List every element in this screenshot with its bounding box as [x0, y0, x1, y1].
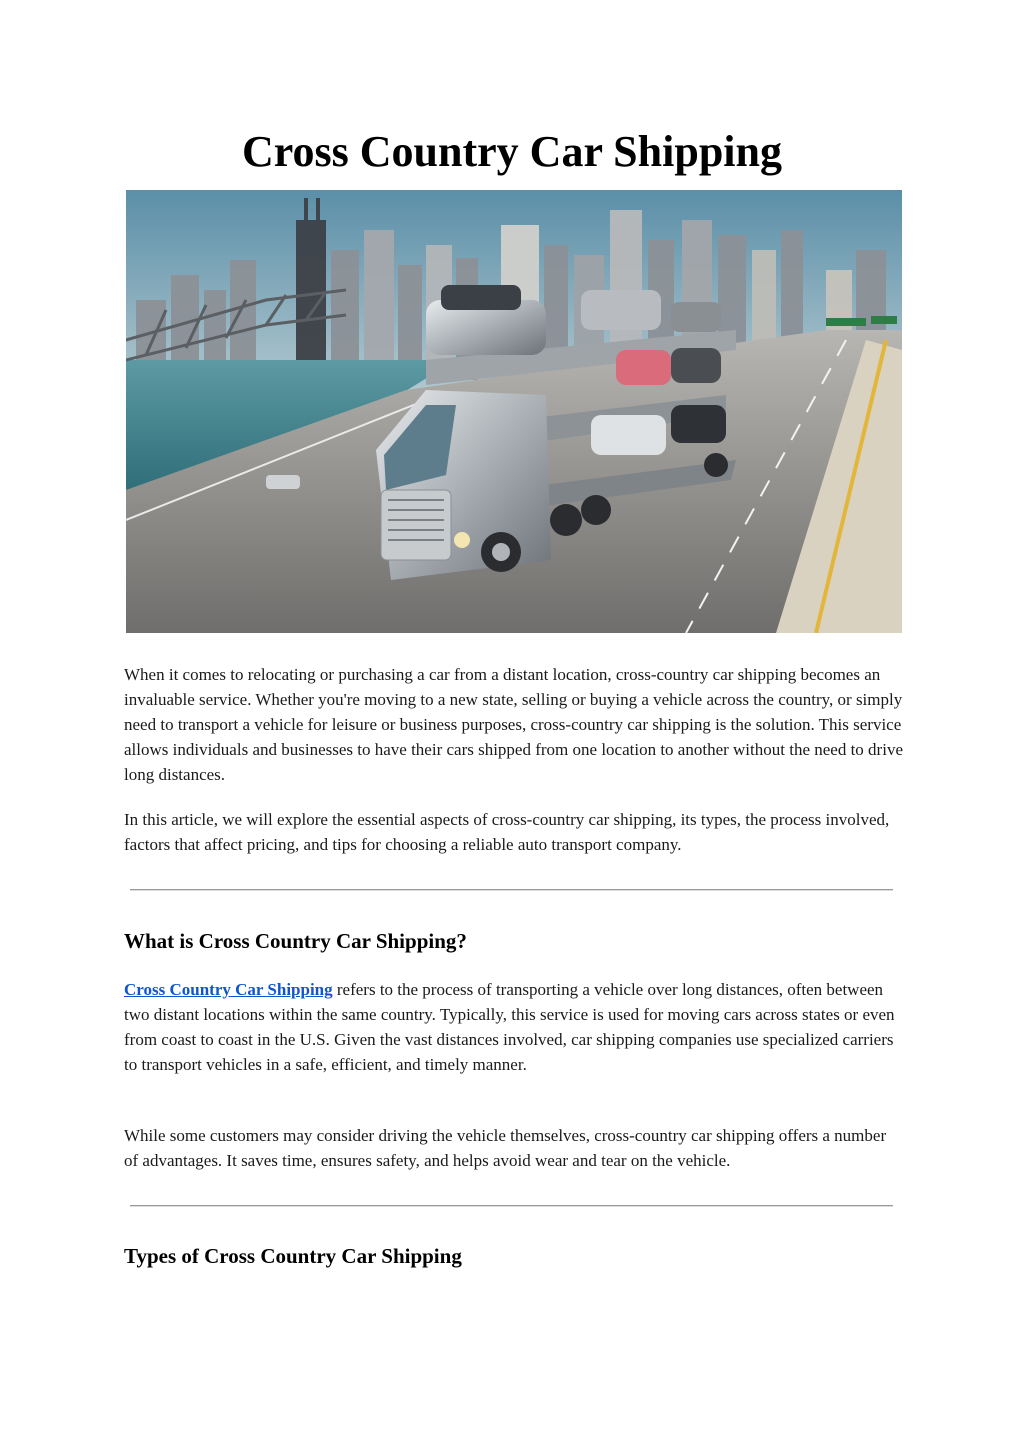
hero-image-car-carrier-truck	[126, 190, 902, 633]
page-title: Cross Country Car Shipping	[242, 127, 782, 176]
section-heading-what-is: What is Cross Country Car Shipping?	[124, 929, 467, 953]
intro-paragraph-2: In this article, we will explore the essential aspects of cross-country car shipping, its types, the process involved, factors that affect pricing, and tips for choosing a reliable auto transport company.	[124, 810, 890, 854]
section1-paragraph-2: While some customers may consider driving the vehicle themselves, cross-country car shipping offers a number of advantages. It saves time, ensures safety, and helps avoid wear and tear on the vehicle.	[124, 1126, 887, 1170]
section1-paragraph-1-text: refers to the process of transporting a vehicle over long distances, often between two distant locations within the same country. Typically, this service is used for moving cars across states or even from coast to coast in the U.S. Given the vast distances involved, car shipping companies use specialized carriers to transport vehicles in a safe, efficient, and timely manner.	[124, 980, 895, 1074]
horizontal-divider	[130, 889, 893, 891]
horizontal-divider	[130, 1205, 893, 1207]
section-heading-types: Types of Cross Country Car Shipping	[124, 1244, 462, 1268]
cross-country-car-shipping-link[interactable]: Cross Country Car Shipping	[124, 980, 333, 999]
intro-paragraph-1: When it comes to relocating or purchasing a car from a distant location, cross-country car shipping becomes an invaluable service. Whether you're moving to a new state, selling or buying a vehicle across the country, or simply need to transport a vehicle for leisure or business purposes, cross-country car shipping is the solution. This service allows individuals and businesses to have their cars shipped from one location to another without the need to drive long distances.	[124, 665, 903, 784]
section1-paragraph-1	[124, 977, 904, 1077]
